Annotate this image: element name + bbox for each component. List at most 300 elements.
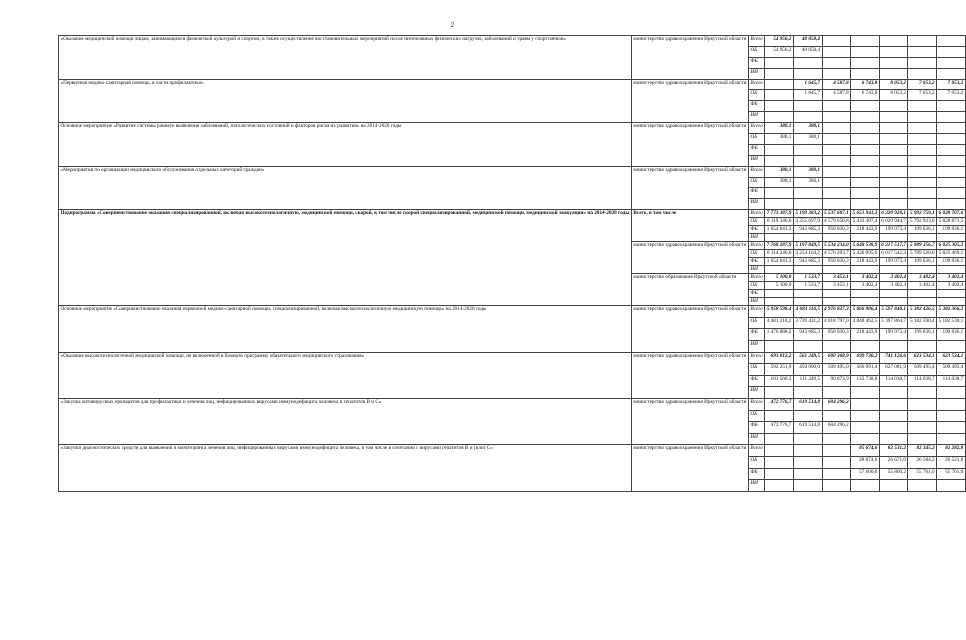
- amount-cell: [851, 298, 880, 306]
- amount-cell: [851, 234, 880, 242]
- page-number: 2: [450, 21, 455, 29]
- amount-cell: 592 251,9: [765, 364, 794, 376]
- amount-cell: [822, 123, 851, 134]
- amount-cell: [879, 199, 908, 210]
- amount-cell: 199 975,4: [879, 258, 908, 266]
- funding-source: ИИ: [748, 433, 764, 445]
- amount-cell: [937, 387, 966, 399]
- amount-cell: [879, 101, 908, 112]
- amount-cell: [879, 144, 908, 155]
- amount-cell: 4 576 203,7: [824, 250, 849, 257]
- amount-cell: [822, 290, 851, 298]
- amount-cell: [822, 234, 851, 242]
- amount-cell: 741 126,6: [879, 352, 908, 364]
- amount-cell: 218 443,9: [851, 226, 880, 234]
- funding-source: Всего: [748, 352, 764, 364]
- amount-cell: [765, 112, 794, 123]
- amount-cell: 199 836,1: [908, 258, 937, 266]
- amount-cell: 3 402,4: [879, 282, 908, 290]
- amount-cell: [822, 68, 851, 79]
- amount-cell: 5 433 497,4: [852, 218, 878, 225]
- amount-cell: [879, 134, 908, 145]
- amount-cell: 1 533,7: [793, 274, 822, 282]
- funding-source: ИИ: [748, 155, 764, 166]
- funding-source: ОБ: [748, 90, 764, 101]
- funding-source: ФБ: [748, 290, 764, 298]
- amount-cell: 82 282,8: [937, 445, 966, 457]
- amount-cell: 3 402,4: [937, 282, 966, 290]
- amount-cell: 8 053,2: [879, 79, 908, 90]
- amount-cell: [851, 290, 880, 298]
- amount-cell: [937, 177, 966, 188]
- amount-cell: 114 038,7: [908, 375, 937, 387]
- amount-cell: 380,1: [765, 166, 794, 177]
- amount-cell: [937, 234, 966, 242]
- amount-cell: 6 114 246,6: [765, 250, 794, 258]
- amount-cell: [879, 36, 908, 47]
- funding-source: ИИ: [748, 199, 764, 210]
- amount-cell: [793, 445, 822, 457]
- funding-source: ФБ: [748, 144, 764, 155]
- amount-cell: 958 030,3: [822, 258, 851, 266]
- amount-cell: [879, 46, 908, 57]
- funding-source: ФБ: [748, 375, 764, 387]
- amount-cell: 5 789 520,6: [909, 250, 935, 257]
- amount-cell: [765, 144, 794, 155]
- amount-cell: 472 776,7: [765, 422, 794, 434]
- amount-cell: 5 792 923,0: [909, 218, 935, 225]
- amount-cell: [851, 123, 880, 134]
- funding-source: ФБ: [748, 188, 764, 199]
- amount-cell: [822, 112, 851, 123]
- amount-cell: [879, 298, 908, 306]
- amount-cell: [937, 266, 966, 274]
- amount-cell: [937, 166, 966, 177]
- funding-source: ФБ: [748, 57, 764, 68]
- amount-cell: [937, 399, 966, 411]
- funding-table: [58, 35, 966, 492]
- amount-cell: [765, 456, 794, 468]
- amount-cell: [793, 341, 822, 353]
- amount-cell: [937, 422, 966, 434]
- table-row: [59, 210, 966, 218]
- amount-cell: [765, 298, 794, 306]
- amount-cell: [937, 188, 966, 199]
- amount-cell: 5 534 234,0: [824, 242, 849, 249]
- amount-cell: [851, 399, 880, 411]
- amount-cell: 55 860,2: [879, 468, 908, 480]
- amount-cell: [937, 57, 966, 68]
- amount-cell: 54 956,2: [765, 36, 794, 47]
- amount-cell: [879, 399, 908, 411]
- amount-cell: [822, 57, 851, 68]
- amount-cell: 4 481 210,2: [765, 317, 794, 329]
- funding-source: Всего: [748, 79, 764, 90]
- executor-name: министерство здравоохранения Иркутской области: [631, 36, 748, 80]
- amount-cell: [765, 290, 794, 298]
- funding-source: ОБ: [748, 218, 764, 226]
- amount-cell: 5 989 356,7: [909, 242, 935, 249]
- amount-cell: [822, 144, 851, 155]
- amount-cell: [822, 199, 851, 210]
- amount-cell: [851, 166, 880, 177]
- amount-cell: [822, 433, 851, 445]
- table-row: [59, 445, 966, 457]
- measure-name: «Первичная медико-санитарная помощь, в части профилактики»: [59, 79, 632, 123]
- amount-cell: [879, 341, 908, 353]
- amount-cell: 7 053,2: [908, 90, 937, 101]
- amount-cell: 218 443,9: [851, 329, 880, 341]
- amount-cell: [937, 155, 966, 166]
- amount-cell: [765, 199, 794, 210]
- amount-cell: 3 402,4: [908, 274, 937, 282]
- amount-cell: 509 495,0: [822, 364, 851, 376]
- amount-cell: [822, 468, 851, 480]
- amount-cell: 85 674,6: [851, 445, 880, 457]
- amount-cell: 623 534,1: [908, 352, 937, 364]
- amount-cell: [793, 199, 822, 210]
- amount-cell: [851, 341, 880, 353]
- amount-cell: 1 654 041,3: [766, 258, 792, 265]
- funding-source: Всего: [750, 274, 763, 281]
- amount-cell: 604 296,2: [822, 422, 851, 434]
- amount-cell: [937, 480, 966, 492]
- amount-cell: [879, 188, 908, 199]
- funding-source: ФБ: [748, 468, 764, 480]
- amount-cell: [879, 290, 908, 298]
- amount-cell: [908, 166, 937, 177]
- amount-cell: [937, 290, 966, 298]
- funding-source: ФБ: [748, 101, 764, 112]
- amount-cell: 55 761,0: [908, 468, 937, 480]
- amount-cell: [937, 433, 966, 445]
- amount-cell: 380,1: [793, 166, 822, 177]
- amount-cell: 5 825 469,1: [938, 250, 964, 257]
- amount-cell: [765, 445, 794, 457]
- amount-cell: 600 368,9: [822, 352, 851, 364]
- measure-name: Подпрограмма «Совершенствование оказания специализированной, включая высокотехнологичную, медицинской помощи, скорой, в том числе скорой специализированной, медицинской помощи, медицинской эвакуации» на 2014-2020 годы: [59, 210, 632, 306]
- amount-cell: [879, 410, 908, 422]
- amount-cell: [851, 199, 880, 210]
- amount-cell: 8 053,2: [879, 90, 908, 101]
- amount-cell: 218 443,9: [851, 258, 880, 266]
- amount-cell: 7 053,2: [937, 79, 966, 90]
- amount-cell: [765, 68, 794, 79]
- amount-cell: 5 199 383,2: [795, 210, 821, 217]
- amount-cell: 82 531,2: [879, 445, 908, 457]
- amount-cell: 5 100,0: [765, 274, 794, 282]
- amount-cell: 28 074,6: [851, 456, 880, 468]
- funding-source: ОБ: [748, 317, 764, 329]
- amount-cell: 619 514,8: [793, 422, 822, 434]
- amount-cell: [765, 155, 794, 166]
- amount-cell: 7 053,2: [937, 90, 966, 101]
- amount-cell: 6 743,8: [851, 90, 880, 101]
- amount-cell: [879, 155, 908, 166]
- amount-cell: 4 018 797,0: [822, 317, 851, 329]
- amount-cell: 54 956,2: [765, 46, 794, 57]
- amount-cell: [937, 36, 966, 47]
- amount-cell: 6 017 542,3: [881, 250, 906, 257]
- amount-cell: [908, 123, 937, 134]
- amount-cell: 199 975,4: [879, 226, 908, 234]
- amount-cell: 472 776,7: [765, 399, 794, 411]
- amount-cell: 943 685,3: [793, 258, 822, 266]
- amount-cell: 101 560,3: [765, 375, 794, 387]
- amount-cell: 1 476 888,2: [765, 329, 794, 341]
- amount-cell: 450 000,0: [793, 364, 822, 376]
- amount-cell: 380,1: [765, 177, 794, 188]
- amount-cell: [793, 298, 822, 306]
- funding-source: Всего: [748, 399, 764, 411]
- amount-cell: [851, 155, 880, 166]
- amount-cell: 958 030,3: [822, 226, 851, 234]
- funding-source: ОБ: [748, 456, 764, 468]
- amount-cell: [908, 266, 937, 274]
- amount-cell: [851, 433, 880, 445]
- amount-cell: 6 220 920,1: [881, 210, 906, 217]
- amount-cell: [765, 234, 794, 242]
- amount-cell: 619 514,8: [793, 399, 822, 411]
- amount-cell: [851, 112, 880, 123]
- amount-cell: 1 654 041,3: [766, 226, 792, 233]
- amount-cell: [793, 112, 822, 123]
- funding-source: ФБ: [748, 226, 764, 234]
- funding-source: ИИ: [748, 68, 764, 79]
- amount-cell: [908, 101, 937, 112]
- amount-cell: [793, 468, 822, 480]
- amount-cell: [879, 234, 908, 242]
- funding-source: ОБ: [748, 46, 764, 57]
- amount-cell: [908, 57, 937, 68]
- amount-cell: 5 197 849,5: [795, 242, 821, 249]
- amount-cell: 943 685,3: [793, 226, 822, 234]
- amount-cell: [793, 290, 822, 298]
- amount-cell: [765, 480, 794, 492]
- amount-cell: 6 217 517,7: [881, 242, 906, 249]
- amount-cell: 26 521,8: [937, 456, 966, 468]
- amount-cell: [851, 36, 880, 47]
- amount-cell: [908, 36, 937, 47]
- amount-cell: [793, 266, 822, 274]
- amount-cell: [879, 177, 908, 188]
- amount-cell: [908, 290, 937, 298]
- amount-cell: [822, 410, 851, 422]
- amount-cell: [822, 177, 851, 188]
- amount-cell: [851, 101, 880, 112]
- amount-cell: [937, 199, 966, 210]
- funding-source: ОБ: [748, 364, 764, 376]
- amount-cell: [937, 144, 966, 155]
- funding-source: ОБ: [748, 177, 764, 188]
- amount-cell: [937, 298, 966, 306]
- funding-source: ОБ: [748, 134, 764, 145]
- amount-cell: [793, 188, 822, 199]
- amount-cell: 509 495,4: [937, 364, 966, 376]
- amount-cell: 5 992 759,1: [909, 210, 935, 217]
- amount-cell: 6 743,8: [851, 79, 880, 90]
- amount-cell: 199 836,1: [908, 226, 937, 234]
- funding-source: ИИ: [748, 341, 764, 353]
- funding-source: ИИ: [748, 112, 764, 123]
- amount-cell: [937, 68, 966, 79]
- amount-cell: [851, 480, 880, 492]
- funding-source: Всего: [750, 242, 763, 249]
- funding-source: ФБ: [748, 329, 764, 341]
- executor-name: министерство здравоохранения Иркутской области: [631, 166, 748, 210]
- executor-name: министерство образования Иркутской области: [631, 274, 748, 306]
- amount-cell: 5 182 530,1: [937, 317, 966, 329]
- amount-cell: [793, 480, 822, 492]
- amount-cell: [822, 456, 851, 468]
- amount-cell: [937, 101, 966, 112]
- amount-cell: 6 025 305,2: [938, 242, 964, 249]
- amount-cell: 1 645,7: [793, 79, 822, 90]
- amount-cell: 561 249,5: [793, 352, 822, 364]
- amount-cell: [822, 36, 851, 47]
- amount-cell: 40 058,4: [793, 46, 822, 57]
- funding-source: ФБ: [748, 258, 764, 266]
- amount-cell: [908, 341, 937, 353]
- funding-source: ФБ: [748, 422, 764, 434]
- amount-cell: [822, 266, 851, 274]
- amount-cell: [908, 177, 937, 188]
- funding-source: ИИ: [748, 298, 764, 306]
- amount-cell: 4 683 116,5: [793, 306, 822, 318]
- amount-cell: 5 397 864,7: [879, 317, 908, 329]
- amount-cell: 4 587,8: [822, 90, 851, 101]
- amount-cell: 958 030,3: [822, 329, 851, 341]
- executor-name: министерство здравоохранения Иркутской области: [631, 352, 748, 398]
- amount-cell: 199 836,1: [937, 226, 966, 234]
- measure-name: «Оказание высокотехнологичной медицинской помощи, не включенной в базовую программу обязательного медицинского страхования»: [59, 352, 632, 398]
- amount-cell: [879, 433, 908, 445]
- amount-cell: [908, 234, 937, 242]
- amount-cell: [822, 188, 851, 199]
- amount-cell: [908, 46, 937, 57]
- amount-cell: [793, 144, 822, 155]
- amount-cell: 380,1: [765, 123, 794, 134]
- amount-cell: 3 402,4: [851, 274, 880, 282]
- amount-cell: [765, 101, 794, 112]
- measure-name: Основное мероприятие «Развитие системы раннего выявления заболеваний, патологических состояний и факторов риска их развития» на 2014-2020 годы: [59, 123, 632, 167]
- amount-cell: 4 976 827,3: [822, 306, 851, 318]
- amount-cell: 132 738,8: [851, 375, 880, 387]
- executor-name: министерство здравоохранения Иркутской области: [631, 399, 748, 445]
- amount-cell: 5 648 538,9: [852, 242, 878, 249]
- amount-cell: [937, 134, 966, 145]
- amount-cell: [765, 387, 794, 399]
- amount-cell: [793, 57, 822, 68]
- amount-cell: [937, 112, 966, 123]
- amount-cell: 199 836,1: [937, 258, 966, 266]
- amount-cell: [908, 112, 937, 123]
- amount-cell: [908, 134, 937, 145]
- amount-cell: 5 066 906,4: [851, 306, 880, 318]
- amount-cell: [851, 410, 880, 422]
- funding-source: ОБ: [748, 250, 764, 258]
- amount-cell: 114 038,7: [937, 375, 966, 387]
- amount-cell: [908, 298, 937, 306]
- amount-cell: 509 495,4: [908, 364, 937, 376]
- amount-cell: 4 254 164,2: [795, 250, 821, 257]
- amount-cell: 3 402,4: [937, 274, 966, 282]
- table-row: [59, 123, 966, 134]
- amount-cell: 26 671,0: [879, 456, 908, 468]
- amount-cell: 199 836,1: [937, 329, 966, 341]
- amount-cell: 1 533,7: [793, 282, 822, 290]
- amount-cell: [765, 468, 794, 480]
- amount-cell: 1 645,7: [793, 90, 822, 101]
- amount-cell: [908, 188, 937, 199]
- amount-cell: 199 836,1: [908, 329, 937, 341]
- amount-cell: [851, 46, 880, 57]
- amount-cell: [793, 410, 822, 422]
- funding-source: Всего: [748, 166, 764, 177]
- amount-cell: [851, 57, 880, 68]
- amount-cell: 5 430 095,0: [852, 250, 878, 257]
- amount-cell: [851, 266, 880, 274]
- amount-cell: [879, 123, 908, 134]
- executor-name: министерство здравоохранения Иркутской области: [631, 242, 748, 274]
- amount-cell: [879, 480, 908, 492]
- amount-cell: [765, 57, 794, 68]
- amount-cell: [765, 266, 794, 274]
- amount-cell: 6 119 346,6: [765, 218, 794, 226]
- executor-name: министерство здравоохранения Иркутской области: [631, 445, 748, 491]
- executor-name: министерство здравоохранения Иркутской области: [631, 123, 748, 167]
- amount-cell: [937, 410, 966, 422]
- amount-cell: [765, 433, 794, 445]
- funding-source: ИИ: [748, 234, 764, 242]
- amount-cell: 5 958 598,4: [765, 306, 794, 318]
- measure-name: Основное мероприятие «Совершенствование оказания первичной медико-санитарной помощи, специализированной, включая высокотехнологичную медицинскую помощь» на 2014-2020 годы: [59, 306, 632, 352]
- amount-cell: [879, 166, 908, 177]
- amount-cell: [879, 387, 908, 399]
- table-row: [59, 166, 966, 177]
- funding-source: Всего: [748, 36, 764, 47]
- amount-cell: 6 020 944,7: [881, 218, 906, 225]
- amount-cell: [937, 46, 966, 57]
- amount-cell: [937, 123, 966, 134]
- amount-cell: 5 651 941,3: [852, 210, 878, 217]
- amount-cell: [793, 234, 822, 242]
- table-row: [59, 36, 966, 47]
- amount-cell: 6 028 707,6: [938, 210, 964, 217]
- amount-cell: 5 382 426,5: [908, 306, 937, 318]
- amount-cell: 114 038,7: [879, 375, 908, 387]
- funding-source: Всего: [750, 210, 763, 217]
- amount-cell: [851, 144, 880, 155]
- amount-cell: [851, 387, 880, 399]
- amount-cell: 5 828 871,5: [938, 218, 964, 225]
- amount-cell: 5 100,0: [765, 282, 794, 290]
- amount-cell: [851, 177, 880, 188]
- amount-cell: [822, 341, 851, 353]
- amount-cell: 5 537 687,1: [824, 210, 849, 217]
- amount-cell: [851, 188, 880, 199]
- amount-cell: [851, 422, 880, 434]
- amount-cell: [765, 90, 794, 101]
- amount-cell: 82 345,2: [908, 445, 937, 457]
- funding-source: ИИ: [748, 387, 764, 399]
- amount-cell: [879, 57, 908, 68]
- measure-name: «Закупки диагностических средств для выявления и мониторинга лечения лиц, инфицированных вирусами иммунодефицита человека, в том числе в сочетании с вирусами гепатитов В и (или) С»: [59, 445, 632, 491]
- amount-cell: [908, 155, 937, 166]
- amount-cell: 623 534,1: [937, 352, 966, 364]
- amount-cell: [879, 422, 908, 434]
- amount-cell: 199 975,4: [879, 329, 908, 341]
